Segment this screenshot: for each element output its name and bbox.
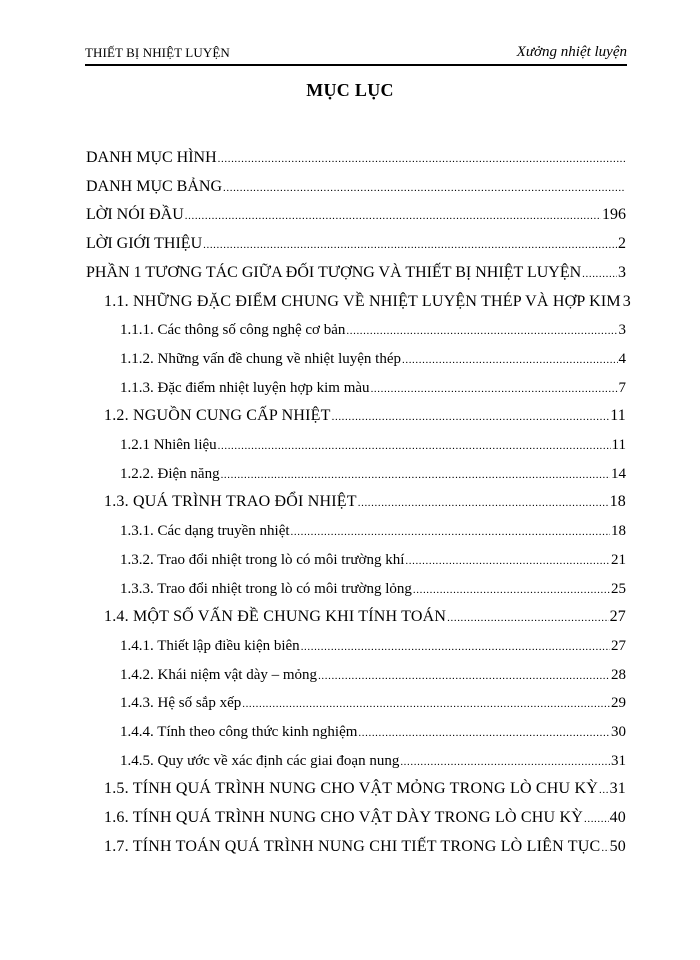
toc-dot-leader: [358, 493, 609, 513]
toc-entry[interactable]: [120, 665, 626, 685]
toc-entry-page: 25: [611, 581, 626, 597]
toc-entry[interactable]: [120, 636, 626, 656]
toc-entry-page: 40: [609, 809, 626, 826]
toc-entry[interactable]: [104, 808, 626, 828]
toc-dot-leader: [358, 723, 610, 743]
toc-entry-page: 18: [609, 493, 626, 510]
toc-entry-title: 1.3.3. Trao đổi nhiệt trong lò có môi trường lỏng: [120, 581, 412, 597]
toc-entry-page: 50: [609, 838, 626, 855]
toc-entry[interactable]: [86, 205, 626, 225]
toc-entry[interactable]: [120, 464, 626, 484]
toc-entry-title: 1.3.1. Các dạng truyền nhiệt: [120, 523, 290, 539]
toc-entry[interactable]: [120, 349, 626, 369]
toc-dot-leader: [218, 436, 611, 456]
toc-entry-page: 196: [602, 206, 626, 223]
toc-entry-title: 1.1.1. Các thông số công nghệ cơ bản: [120, 322, 346, 338]
toc-entry[interactable]: [86, 148, 626, 168]
toc-entry[interactable]: [104, 292, 631, 312]
toc-entry[interactable]: [104, 492, 626, 512]
toc-entry-title: 1.5. TÍNH QUÁ TRÌNH NUNG CHO VẬT MỎNG TRONG LÒ CHU KỲ: [104, 780, 599, 797]
toc-entry[interactable]: [86, 177, 626, 197]
toc-entry-title: 1.2.1 Nhiên liệu: [120, 437, 217, 453]
toc-entry-title: 1.2. NGUỒN CUNG CẤP NHIỆT: [104, 407, 331, 424]
toc-dot-leader: [599, 780, 609, 800]
toc-entry[interactable]: [120, 378, 626, 398]
toc-entry[interactable]: [120, 751, 626, 771]
toc-entry-page: 18: [611, 523, 626, 539]
toc-dot-leader: [400, 752, 610, 772]
toc-dot-leader: [371, 379, 618, 399]
toc-dot-leader: [223, 178, 625, 198]
toc-entry-page: 27: [611, 638, 626, 654]
toc-entry[interactable]: [120, 435, 626, 455]
toc-entry-title: 1.4.4. Tính theo công thức kinh nghiệm: [120, 724, 358, 740]
toc-dot-leader: [242, 694, 610, 714]
toc-entry[interactable]: [104, 406, 626, 426]
toc-entry-title: 1.6. TÍNH QUÁ TRÌNH NUNG CHO VẬT DÀY TRONG LÒ CHU KỲ: [104, 809, 583, 826]
toc-entry[interactable]: [104, 837, 626, 857]
toc-entry-page: 30: [611, 724, 626, 740]
toc-entry-page: 11: [611, 437, 626, 453]
toc-dot-leader: [447, 608, 608, 628]
toc-entry-title: 1.4.2. Khái niệm vật dày – mỏng: [120, 667, 318, 683]
toc-entry[interactable]: [120, 693, 626, 713]
toc-entry-title: 1.3.2. Trao đổi nhiệt trong lò có môi trường khí: [120, 552, 405, 568]
toc-entry[interactable]: [104, 779, 626, 799]
header-book-title: THIẾT BỊ NHIỆT LUYỆN: [85, 45, 230, 60]
toc-entry-title: 1.4.5. Quy ước về xác định các giai đoạn nung: [120, 753, 400, 769]
toc-dot-leader: [405, 551, 610, 571]
toc-entry-title: 1.7. TÍNH TOÁN QUÁ TRÌNH NUNG CHI TIẾT TRONG LÒ LIÊN TỤC: [104, 838, 601, 855]
toc-entry[interactable]: [120, 550, 626, 570]
toc-dot-leader: [402, 350, 618, 370]
toc-entry[interactable]: [120, 521, 626, 541]
toc-entry-title: 1.4. MỘT SỐ VẤN ĐỀ CHUNG KHI TÍNH TOÁN: [104, 608, 447, 625]
toc-entry-page: 3: [618, 264, 626, 281]
toc-entry-title: 1.4.1. Thiết lập điều kiện biên: [120, 638, 300, 654]
toc-entry-page: 29: [611, 695, 626, 711]
toc-entry-title: 1.3. QUÁ TRÌNH TRAO ĐỔI NHIỆT: [104, 493, 357, 510]
toc-entry-page: 31: [609, 780, 626, 797]
toc-dot-leader: [584, 809, 609, 829]
header-section-title: Xưởng nhiệt luyện: [516, 44, 627, 60]
toc-entry-page: 28: [611, 667, 626, 683]
toc-entry-page: 31: [611, 753, 626, 769]
toc-dot-leader: [346, 321, 617, 341]
toc-dot-leader: [413, 580, 610, 600]
toc-entry-page: 7: [618, 380, 626, 396]
toc-entry-title: 1.1.2. Những vấn đề chung về nhiệt luyện thép: [120, 351, 401, 367]
toc-dot-leader: [291, 522, 610, 542]
toc-entry-title: 1.4.3. Hệ số sắp xếp: [120, 695, 242, 711]
toc-entry-page: 11: [610, 407, 626, 424]
toc-entry[interactable]: [120, 722, 626, 742]
toc-entry[interactable]: [86, 234, 626, 254]
toc-dot-leader: [218, 149, 625, 169]
toc-entry-page: 3: [622, 293, 631, 310]
toc-entry-title: DANH MỤC HÌNH: [86, 149, 217, 166]
toc-entry-title: 1.2.2. Điện năng: [120, 466, 220, 482]
toc-entry-title: DANH MỤC BẢNG: [86, 178, 223, 195]
page-header: [85, 42, 627, 66]
toc-entry-page: 27: [609, 608, 626, 625]
toc-dot-leader: [332, 407, 610, 427]
toc-dot-leader: [301, 637, 610, 657]
toc-dot-leader: [185, 206, 601, 226]
toc-dot-leader: [318, 666, 610, 686]
toc-dot-leader: [203, 235, 617, 255]
toc-entry-title: LỜI GIỚI THIỆU: [86, 235, 203, 252]
toc-entry[interactable]: [120, 320, 626, 340]
toc-entry-page: 2: [618, 235, 626, 252]
toc-entry-page: 14: [611, 466, 626, 482]
toc-entry-title: LỜI NÓI ĐẦU: [86, 206, 184, 223]
toc-entry[interactable]: [120, 579, 626, 599]
toc-dot-leader: [221, 465, 610, 485]
page-title: MỤC LỤC: [306, 80, 394, 100]
toc-entry-page: 21: [611, 552, 626, 568]
toc-dot-leader: [582, 264, 617, 284]
toc-entry-page: 3: [618, 322, 626, 338]
toc-entry[interactable]: [86, 263, 626, 283]
toc-entry-page: 4: [618, 351, 626, 367]
toc-entry[interactable]: [104, 607, 626, 627]
toc-dot-leader: [601, 838, 608, 858]
toc-entry-title: PHẦN 1 TƯƠNG TÁC GIỮA ĐỐI TƯỢNG VÀ THIẾT BỊ NHIỆT LUYỆN: [86, 264, 582, 281]
toc-entry-title: 1.1. NHỮNG ĐẶC ĐIỂM CHUNG VỀ NHIỆT LUYỆN THÉP VÀ HỢP KIM: [104, 293, 621, 310]
toc-entry-title: 1.1.3. Đặc điểm nhiệt luyện hợp kim màu: [120, 380, 370, 396]
